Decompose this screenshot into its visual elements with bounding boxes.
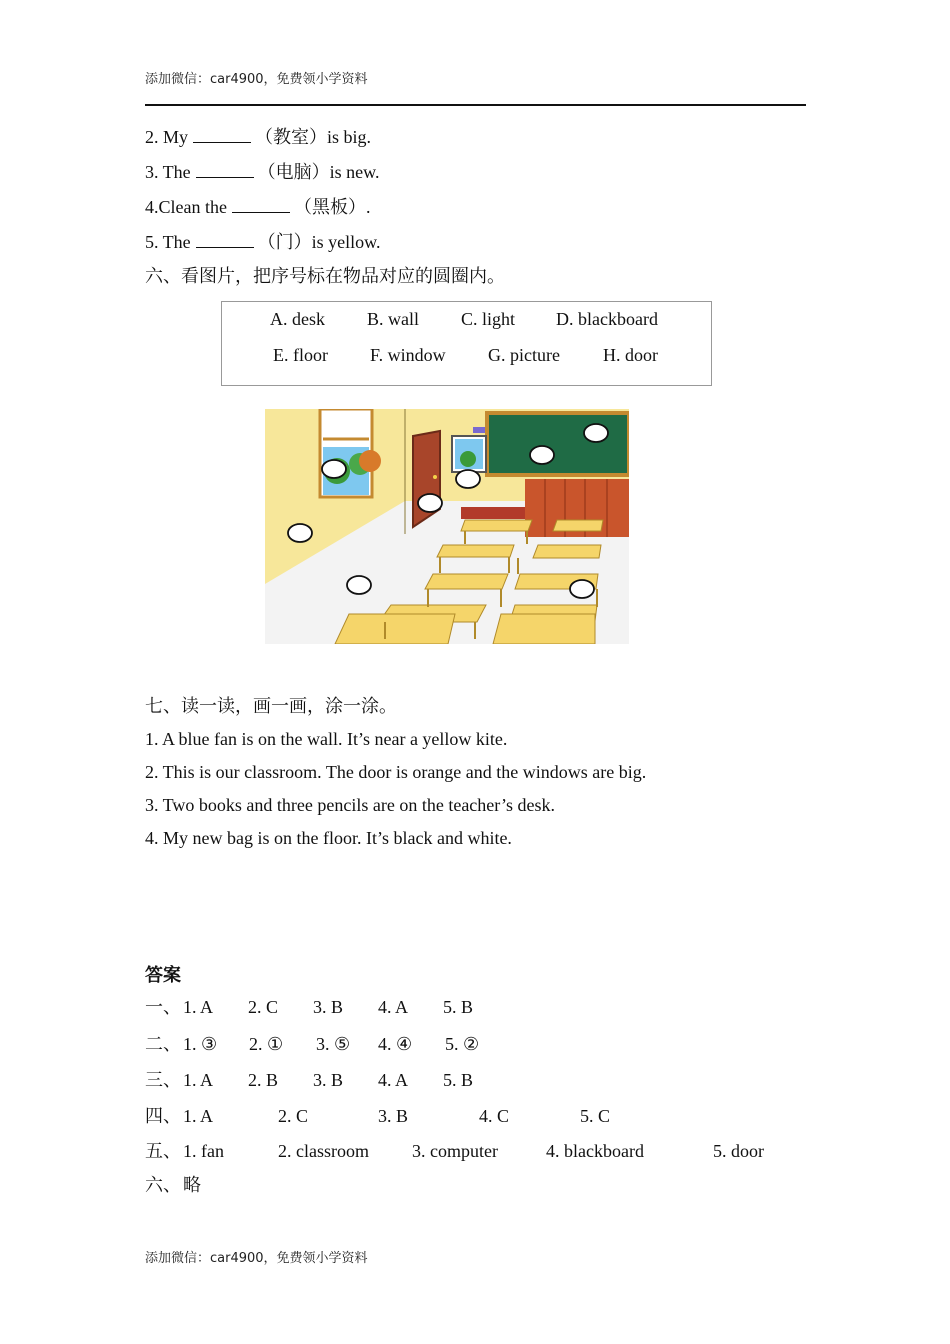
options-box [221, 301, 712, 386]
answer-item: 4. A [378, 1070, 409, 1090]
option-a: A. desk [270, 309, 325, 329]
classroom-illustration [265, 409, 629, 644]
section7-title: 七、读一读，画一画，涂一涂。 [145, 696, 397, 716]
blank-post: （电脑）is new. [257, 162, 380, 182]
option-h: H. door [603, 345, 658, 365]
answer-label: 四、 [145, 1106, 181, 1126]
blank [196, 233, 254, 248]
answer-item: 5. door [713, 1141, 764, 1161]
sentence-2: 2. This is our classroom. The door is orange and the windows are big. [145, 762, 647, 782]
answer-item: 4. blackboard [546, 1141, 644, 1161]
answers-title: 答案 [145, 965, 181, 986]
answer-item: 略 [183, 1175, 201, 1195]
answer-label: 五、 [145, 1141, 181, 1161]
blank-pre: 4.Clean the [145, 197, 227, 217]
blank-line-3 [145, 161, 380, 183]
sentence-1: 1. A blue fan is on the wall. It’s near a yellow kite. [145, 729, 508, 749]
option-f: F. window [370, 345, 446, 365]
answer-label: 六、 [145, 1175, 181, 1195]
answer-item: 2. C [248, 997, 279, 1017]
sentence-4: 4. My new bag is on the floor. It’s black and white. [145, 828, 512, 848]
header-rule [145, 104, 806, 106]
blank-post: （门）is yellow. [257, 232, 381, 252]
blank-pre: 5. The [145, 232, 191, 252]
answer-item: 1. ③ [183, 1034, 218, 1054]
answer-item: 5. B [443, 1070, 474, 1090]
blank [232, 198, 290, 213]
blank-post: （教室）is big. [255, 127, 372, 147]
header-note: 添加微信：car4900，免费领小学资料 [145, 72, 368, 87]
answer-item: 2. B [248, 1070, 279, 1090]
answer-item: 4. A [378, 997, 409, 1017]
sentence-3: 3. Two books and three pencils are on the teacher’s desk. [145, 795, 555, 815]
option-g: G. picture [488, 345, 560, 365]
answer-item: 1. fan [183, 1141, 224, 1161]
option-c: C. light [461, 309, 516, 329]
option-b: B. wall [367, 309, 419, 329]
blank [193, 128, 251, 143]
answer-item: 5. B [443, 997, 474, 1017]
answer-item: 3. B [313, 1070, 344, 1090]
answer-item: 1. A [183, 1070, 214, 1090]
answer-item: 5. ② [445, 1034, 480, 1054]
blank-post: （黑板）. [293, 197, 371, 217]
option-e: E. floor [273, 345, 328, 365]
answer-item: 3. B [313, 997, 344, 1017]
section6-title: 六、看图片，把序号标在物品对应的圆圈内。 [145, 266, 505, 286]
footer-note: 添加微信：car4900，免费领小学资料 [145, 1251, 368, 1266]
blank-pre: 2. My [145, 127, 189, 147]
answer-item: 1. A [183, 1106, 214, 1126]
blank-line-2 [145, 126, 371, 148]
answer-label: 一、 [145, 997, 181, 1017]
option-d: D. blackboard [556, 309, 658, 329]
answer-item: 1. A [183, 997, 214, 1017]
answer-item: 3. computer [412, 1141, 498, 1161]
blank [196, 163, 254, 178]
blank-line-5 [145, 231, 381, 253]
answer-item: 5. C [580, 1106, 611, 1126]
answer-label: 三、 [145, 1070, 181, 1090]
answer-item: 4. ④ [378, 1034, 413, 1054]
answer-item: 2. ① [249, 1034, 284, 1054]
answer-label: 二、 [145, 1034, 181, 1054]
blank-pre: 3. The [145, 162, 191, 182]
answer-item: 4. C [479, 1106, 510, 1126]
answer-item: 3. B [378, 1106, 409, 1126]
answer-item: 2. C [278, 1106, 309, 1126]
blank-line-4 [145, 196, 370, 218]
answer-item: 3. ⑤ [316, 1034, 351, 1054]
answer-item: 2. classroom [278, 1141, 369, 1161]
